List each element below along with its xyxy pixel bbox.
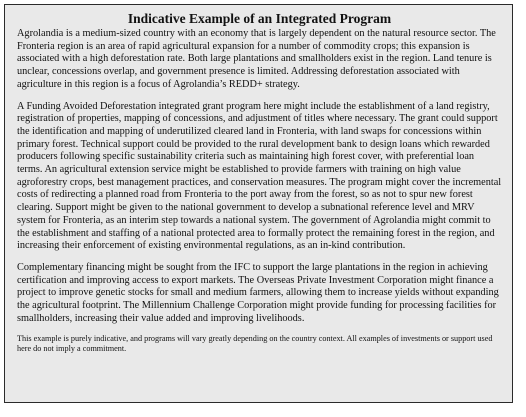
footnote: This example is purely indicative, and programs will vary greatly depending on the country context. All examples of investments or support used here do not imply a commitment.: [17, 334, 493, 354]
box-title: Indicative Example of an Integrated Program: [127, 11, 392, 26]
paragraph-context: Agrolandia is a medium-sized country with an economy that is largely dependent on the natural resource sector. The Fronteria region is an area of rapid agricultural expansion for a number of commodity crops; this expansion is associated with a high deforestation rate. Both large plantations and smallholders exist in the region. Land tenure is unclear, concessions overlap, and government presence is limited. Addressing deforestation associated with agriculture in this region is a focus of Agrolandia’s REDD+ strategy.: [17, 28, 496, 90]
integrated-program-box: [4, 4, 513, 403]
paragraph-complementary-financing: Complementary financing might be sought from the IFC to support the large plantations in the region in achieving certification and improving access to export markets. The Overseas Private Investment Corporation might finance a project to improve genetic stocks for small and medium farmers, allowing them to increase yields without expanding the agricultural footprint. The Millennium Challenge Corporation might provide funding for processing facilities for smallholders, increasing their value added and improving livelihoods.: [17, 261, 499, 324]
paragraph-grant-program: A Funding Avoided Deforestation integrated grant program here might include the establishment of a land registry, registration of properties, mapping of concessions, and adjustment of titles where necessary. The grant could support the identification and mapping of underutilized cleared land in Fronteria, with land swaps for concessions within primary forest. Technical support could be provided to the rural development bank to design loans which rewarded producers following specific sustainability criteria such as maintaining high forest cover, with preferential loan terms. An agricultural extension service might be established to provide farmers with training on high value agroforestry crops, best management practices, and conservation measures. The program might cover the incremental costs of redirecting a planned road from Fronteria to the port away from the forest, so as not to spur new forest clearing. Support might be given to the national government to develop a subnational reference level and MRV system for Fronteria, as an interim step towards a national system. The government of Agrolandia might commit to the establishment and staffing of a national protected area to formally protect the remaining forest in the region, and increasing their enforcement of existing environmental regulations, as an in-kind contribution.: [17, 100, 502, 252]
